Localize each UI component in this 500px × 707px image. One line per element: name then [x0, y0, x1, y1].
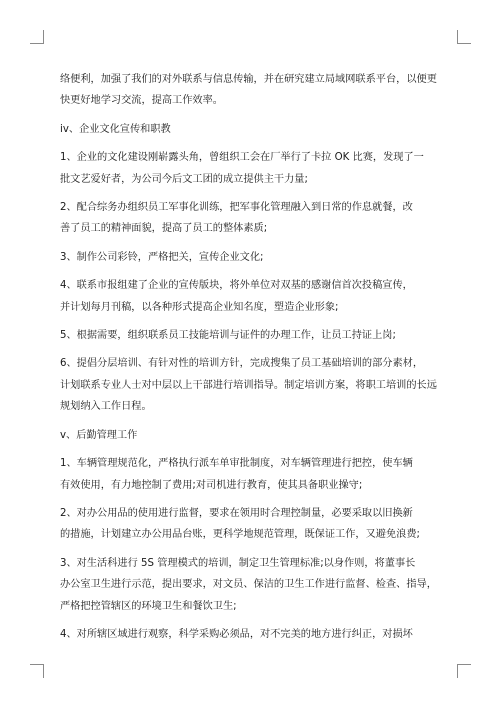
paragraph-logistics-item-3: 3、对生活科进行 5S 管理模式的培训，制定卫生管理标准;以身作则，将董事长 办公室卫生进行示范，提出要求，对文员、保洁的卫生工作进行监督、检查、指导， 严格把控管辖区的环境卫生和餐饮卫生;	[60, 557, 437, 612]
paragraph-logistics-item-1: 1、车辆管理规范化，严格执行派车单审批制度，对车辆管理进行把控，使车辆 有效使用，有力地控制了费用;对司机进行教育，使其具备职业操守;	[60, 458, 413, 491]
crop-mark-top-right	[457, 30, 471, 44]
paragraph-logistics-item-2: 2、对办公用品的使用进行监督，要求在领用时合理控制量，必要采取以旧换新 的措施，计划建立办公用品台账，更科学地规范管理，既保证工作，又避免浪费;	[60, 507, 420, 541]
paragraph-logistics-item-4: 4、对所辖区域进行观察，科学采购必须品，对不完美的地方进行纠正，对损坏	[60, 628, 413, 640]
paragraph-continuation: 络便利，加强了我们的对外联系与信息传输，并在研究建立局域网联系平台，以便更 快更好地学习交流，提高工作效率。	[60, 74, 437, 107]
section-heading-logistics: v、后勤管理工作	[60, 429, 138, 441]
section-heading-culture: iv、企业文化宣传和职教	[60, 123, 171, 135]
paragraph-culture-item-6: 6、提倡分层培训、有针对性的培训方针，完成搜集了员工基础培训的部分素材， 计划联系专业人士对中层以上干部进行培训指导。制定培训方案，将职工培训的长远 规划纳入工作日程。	[60, 358, 437, 413]
paragraph-culture-item-5: 5、根据需要，组织联系员工技能培训与证件的办理工作，让员工持证上岗;	[60, 330, 396, 342]
crop-mark-top-left	[30, 30, 44, 44]
crop-mark-bottom-right	[457, 664, 471, 678]
paragraph-culture-item-2: 2、配合综务办组织员工军事化训练，把军事化管理融入到日常的作息就餐，改 善了员工的精神面貌，提高了员工的整体素质;	[60, 202, 413, 235]
crop-mark-bottom-left	[30, 664, 44, 678]
paragraph-culture-item-1: 1、企业的文化建设刚崭露头角，曾组织工会在厂举行了卡拉 OK 比赛，发现了一 批文艺爱好者，为公司今后文工团的成立提供主干力量;	[60, 152, 424, 185]
paragraph-culture-item-3: 3、制作公司彩铃，严格把关，宣传企业文化;	[60, 251, 264, 263]
paragraph-culture-item-4: 4、联系市报组建了企业的宣传版块，将外单位对双基的感谢信首次投稿宣传， 并计划每月刊稿，以各种形式提高企业知名度，塑造企业形象;	[60, 280, 413, 313]
document-body	[60, 69, 444, 645]
